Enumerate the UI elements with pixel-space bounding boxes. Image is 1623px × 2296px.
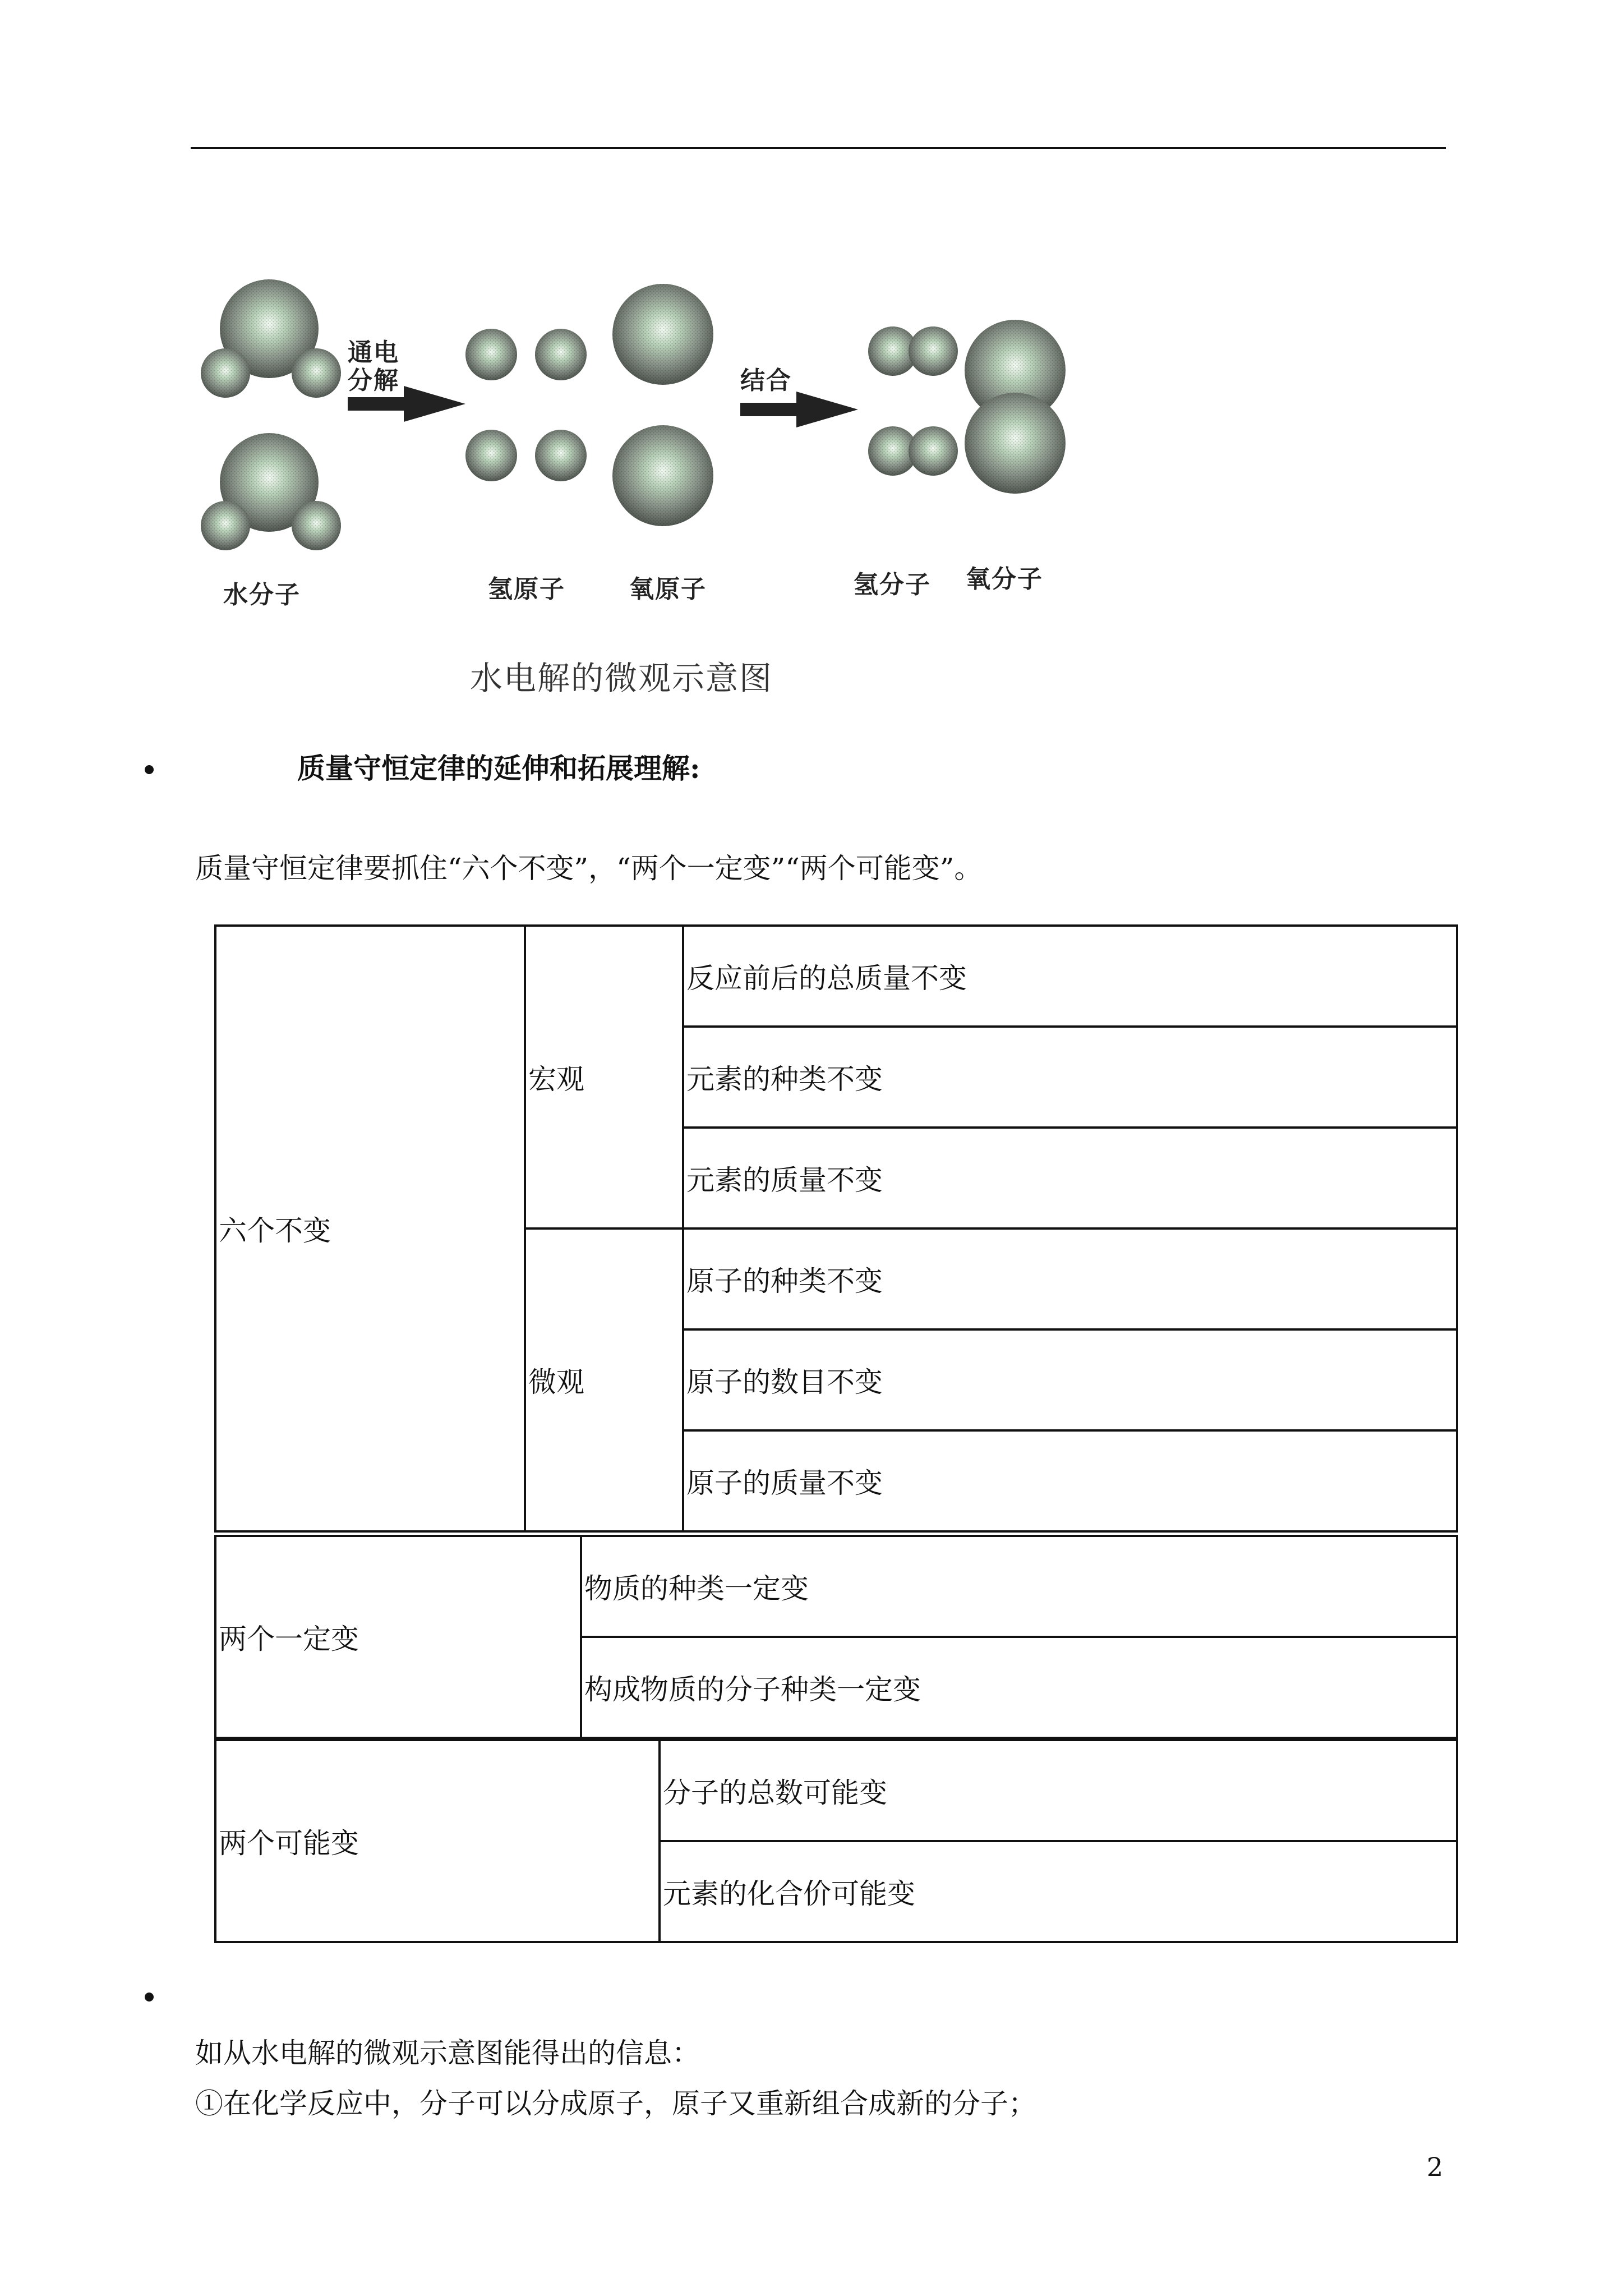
arrow1-label-line2: 分解: [348, 366, 399, 395]
label-oxygen-molecule: 氧分子: [966, 565, 1043, 593]
must-change-table: [214, 1535, 1458, 1739]
water-molecule-icon: [201, 433, 341, 550]
six-invariants-table: [214, 924, 1458, 1533]
must-change-label: 两个一定变: [215, 1536, 581, 1738]
bullet-point: [145, 765, 154, 774]
table-cell: 构成物质的分子种类一定变: [581, 1637, 1457, 1738]
page-number: 2: [1427, 2152, 1444, 2182]
arrow1-label-line1: 通电: [348, 338, 399, 367]
six-invariants-label: 六个不变: [215, 926, 525, 1531]
table-cell: 元素的种类不变: [683, 1027, 1457, 1128]
section-heading: 质量守恒定律的延伸和拓展理解:: [297, 752, 700, 785]
hydrogen-atoms-icon: [465, 329, 587, 481]
table-cell: 物质的种类一定变: [581, 1536, 1457, 1637]
oxygen-molecule-icon: [965, 320, 1066, 494]
label-hydrogen-molecule: 氢分子: [854, 570, 931, 599]
molecule-illustration: [185, 247, 1116, 712]
info-intro: 如从水电解的微观示意图能得出的信息：: [195, 2037, 700, 2069]
label-hydrogen-atom: 氢原子: [488, 575, 565, 604]
table-cell: 分子的总数可能变: [660, 1740, 1457, 1841]
arrow2-label: 结合: [740, 366, 792, 395]
water-electrolysis-diagram: [185, 247, 1116, 712]
bullet-point: [145, 1993, 154, 2001]
arrow-right-icon: [740, 392, 858, 427]
table-cell: 反应前后的总质量不变: [683, 926, 1457, 1027]
label-water-molecule: 水分子: [223, 581, 301, 609]
table-cell: 原子的种类不变: [683, 1228, 1457, 1329]
label-oxygen-atom: 氧原子: [629, 575, 707, 604]
intro-paragraph: 质量守恒定律要抓住“六个不变”，“两个一定变”“两个可能变”。: [195, 852, 983, 885]
header-rule: [191, 147, 1446, 149]
water-molecule-icon: [201, 279, 341, 398]
micro-label: 微观: [525, 1228, 683, 1531]
oxygen-atoms-icon: [612, 284, 713, 526]
table-cell: 原子的数目不变: [683, 1329, 1457, 1430]
table-cell: 元素的质量不变: [683, 1128, 1457, 1228]
table-cell: 元素的化合价可能变: [660, 1841, 1457, 1942]
may-change-table: [214, 1739, 1458, 1943]
may-change-label: 两个可能变: [215, 1740, 660, 1942]
info-point-1: ①在化学反应中，分子可以分成原子，原子又重新组合成新的分子；: [195, 2087, 1036, 2120]
diagram-caption: 水电解的微观示意图: [470, 659, 773, 697]
macro-label: 宏观: [525, 926, 683, 1228]
hydrogen-molecules-icon: [868, 326, 958, 476]
table-cell: 原子的质量不变: [683, 1430, 1457, 1531]
